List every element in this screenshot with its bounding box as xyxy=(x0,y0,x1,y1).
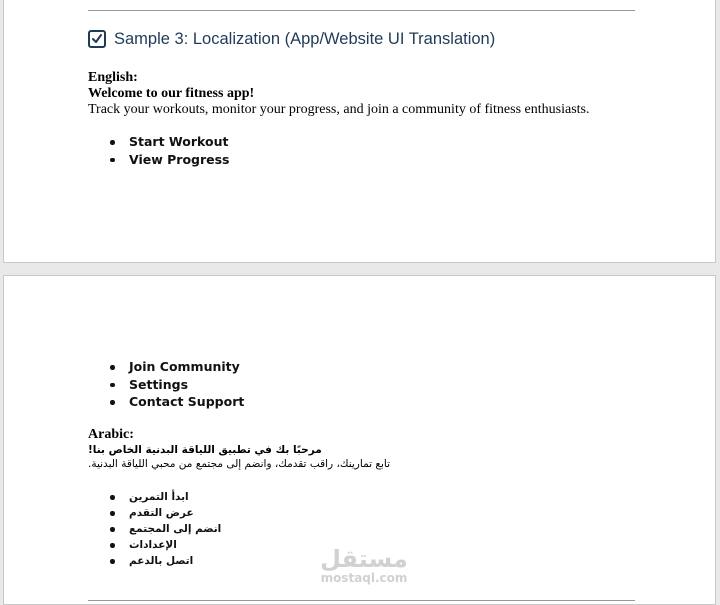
arabic-list-item: الإعدادات xyxy=(110,537,221,553)
section-title: Sample 3: Localization (App/Website UI Translation) xyxy=(114,29,496,48)
arabic-description: تابع تمارينك، راقب تقدمك، وانضم إلى مجتمع من محبي اللياقة البدنية. xyxy=(88,458,391,470)
checked-box-icon xyxy=(88,30,106,48)
arabic-list xyxy=(110,489,221,569)
english-welcome: Welcome to our fitness app! xyxy=(88,86,255,101)
document-page-1 xyxy=(3,0,716,263)
list-item-start-workout: Start Workout xyxy=(110,133,230,151)
arabic-list-item: عرض التقدم xyxy=(110,505,221,521)
section-heading xyxy=(88,25,495,53)
arabic-list-item: اتصل بالدعم xyxy=(110,553,221,569)
arabic-label: Arabic: xyxy=(88,427,134,442)
english-block xyxy=(88,70,589,118)
english-list-part-2 xyxy=(110,358,244,411)
list-item-join-community: Join Community xyxy=(110,358,244,376)
arabic-block xyxy=(88,427,390,471)
list-item-contact-support: Contact Support xyxy=(110,393,244,411)
english-description: Track your workouts, monitor your progress, and join a community of fitness enthusiasts. xyxy=(88,102,590,117)
list-item-view-progress: View Progress xyxy=(110,151,230,169)
arabic-welcome: مرحبًا بك في تطبيق اللياقة البدنية الخاص بنا! xyxy=(88,444,322,456)
watermark-latin: mostaql.com xyxy=(320,571,408,585)
arabic-list-item: ابدأ التمرين xyxy=(110,489,221,505)
list-item-settings: Settings xyxy=(110,376,244,394)
english-label: English: xyxy=(88,70,138,85)
top-divider xyxy=(88,10,635,11)
arabic-list-item: انضم إلى المجتمع xyxy=(110,521,221,537)
watermark-arabic: مستقل xyxy=(320,545,408,573)
document-page-2 xyxy=(3,275,716,605)
mostaql-watermark xyxy=(314,546,414,584)
english-list-part-1 xyxy=(110,133,230,168)
